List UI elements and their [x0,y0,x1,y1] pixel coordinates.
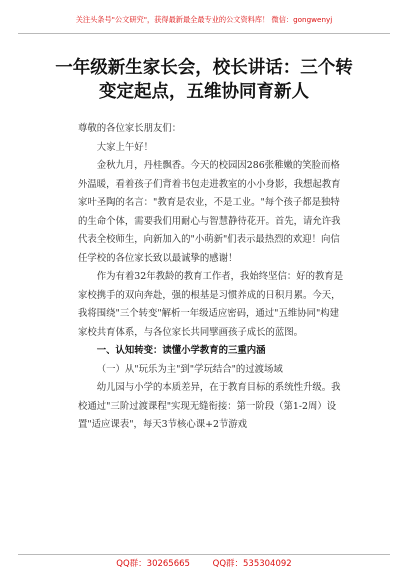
footer [18,554,390,574]
salutation: 尊敬的各位家长朋友们： [78,123,182,134]
document-body [78,120,348,435]
subsection-heading-1: （一）从"玩乐为主"到"学玩结合"的过渡场域 [96,363,283,375]
paragraph-2: 作为有着32年教龄的教育工作者，我始终坚信：好的教育是家校携手的双向奔赴，强的根基是习惯养成的日积月累。今天，我将围绕"三个转变"解析一年级适应密码，通过"五维协同"构建家校共育体系，与各位家长共同擘画孩子成长的蓝图。 [78,271,344,338]
header-banner [18,6,390,34]
title-line-2: 变定起点，五维协同育新人 [99,82,309,102]
footer-qq-1: QQ群：30265665 [116,559,190,569]
title-line-1: 一年级新生家长会，校长讲话：三个转 [55,58,353,78]
greeting: 大家上午好！ [96,141,154,153]
header-banner-text: 关注头条号"公文研究"，获得最新最全最专业的公文资料库！ 微信：gongwenyj [75,15,333,24]
paragraph-3: 幼儿园与小学的本质差异，在于教育目标的系统性升级。我校通过"三阶过渡课程"实现无缝衔接：第一阶段（第1-2周）设置"适应课表"，每天3节核心课+2节游戏 [78,382,341,430]
section-heading-1: 一、认知转变：读懂小学教育的三重内涵 [96,345,266,356]
page-title [40,56,368,104]
paragraph-1: 金秋九月，丹桂飘香。今天的校园因286张稚嫩的笑脸而格外温暖，看着孩子们背着书包走进教室的小小身影，我想起教育家叶圣陶的名言："教育是农业，不是工业。"每个孩子都是独特的生命个体，需要我们用耐心与智慧静待花开。首先，请允许我代表全校师生，向新加入的"小萌新"们表示最热烈的欢迎！向信任学校的各位家长致以最诚挚的感谢！ [78,160,341,264]
footer-qq-2: QQ群：535304092 [212,559,292,569]
